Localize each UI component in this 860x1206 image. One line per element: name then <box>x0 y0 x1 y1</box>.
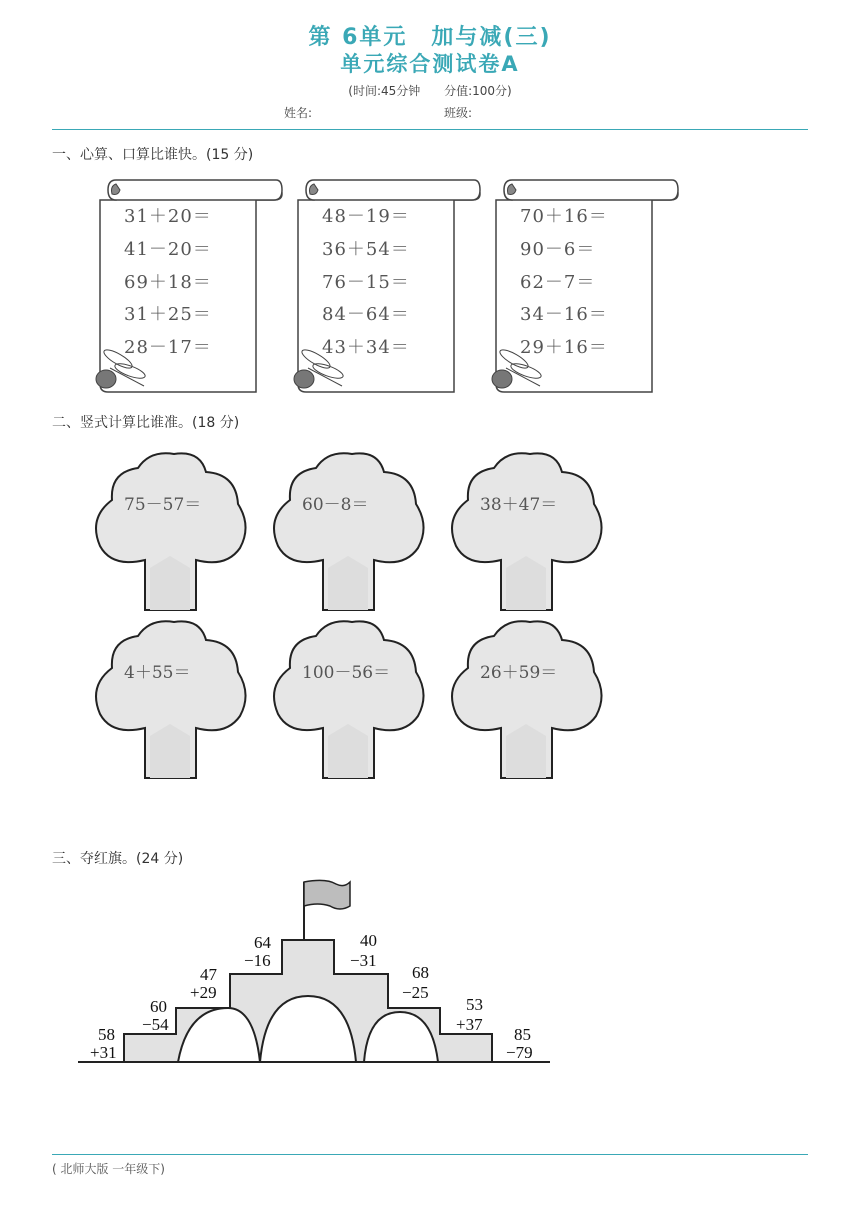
tree-card <box>268 616 428 780</box>
tree-shape <box>90 616 250 780</box>
oral-problem: 41－20＝ <box>124 239 212 260</box>
oral-problem: 48－19＝ <box>322 206 410 227</box>
tree-card <box>268 448 428 612</box>
tree-shape <box>268 448 428 612</box>
flag-icon <box>304 880 350 909</box>
oral-problem: 90－6＝ <box>520 239 596 260</box>
tree-card <box>90 448 250 612</box>
step-b: −31 <box>350 951 377 970</box>
scroll-card-2 <box>284 176 484 398</box>
footer-edition: ( 北师大版 一年级下) <box>52 1162 165 1176</box>
class-label: 班级: <box>444 106 473 120</box>
step-b: −25 <box>402 983 429 1002</box>
vertical-problem: 75－57＝ <box>124 495 202 515</box>
stairs-diagram <box>78 878 558 1068</box>
step-b: +31 <box>90 1043 117 1062</box>
vertical-problem: 26＋59＝ <box>480 663 558 683</box>
tree-shape <box>446 448 606 612</box>
step-a: 68 <box>412 963 429 982</box>
header-rule <box>52 129 808 130</box>
step-a: 60 <box>150 997 167 1016</box>
step-a: 40 <box>360 931 377 950</box>
tree-shape <box>268 616 428 780</box>
oral-problem: 34－16＝ <box>520 304 608 325</box>
total-score: 分值:100分) <box>444 84 512 98</box>
tree-card <box>90 616 250 780</box>
vertical-problem: 4＋55＝ <box>124 663 191 683</box>
test-title: 单元综合测试卷A <box>340 52 520 76</box>
name-label: 姓名: <box>284 106 313 120</box>
section2-heading: 二、竖式计算比谁准。(18 分) <box>52 415 240 431</box>
scroll-card-1 <box>86 176 286 398</box>
oral-problem: 28－17＝ <box>124 337 212 358</box>
step-b: −54 <box>142 1015 169 1034</box>
step-b: +37 <box>456 1015 483 1034</box>
vertical-problem: 100－56＝ <box>302 663 391 683</box>
footer-rule <box>52 1154 808 1155</box>
exam-meta <box>0 82 860 99</box>
oral-problem: 31＋20＝ <box>124 206 212 227</box>
oral-problem: 69＋18＝ <box>124 272 212 293</box>
unit-title: 第 6单元 加与减(三) <box>308 25 552 50</box>
vertical-problem: 38＋47＝ <box>480 495 558 515</box>
oral-problem: 29＋16＝ <box>520 337 608 358</box>
oral-problem: 43＋34＝ <box>322 337 410 358</box>
scroll-card-3 <box>482 176 682 398</box>
section3-heading: 三、夺红旗。(24 分) <box>52 851 184 867</box>
tree-card <box>446 616 606 780</box>
oral-problem: 76－15＝ <box>322 272 410 293</box>
tree-shape <box>446 616 606 780</box>
vertical-problem: 60－8＝ <box>302 495 369 515</box>
oral-problem: 70＋16＝ <box>520 206 608 227</box>
oral-problem: 31＋25＝ <box>124 304 212 325</box>
step-b: +29 <box>190 983 217 1002</box>
step-b: −16 <box>244 951 271 970</box>
step-a: 64 <box>254 933 271 952</box>
time-limit: (时间:45分钟 <box>348 84 421 98</box>
oral-problem: 36＋54＝ <box>322 239 410 260</box>
oral-problem: 84－64＝ <box>322 304 410 325</box>
section1-heading: 一、心算、口算比谁快。(15 分) <box>52 147 254 163</box>
step-a: 85 <box>514 1025 531 1044</box>
flag-stairs <box>78 878 558 1068</box>
tree-shape <box>90 448 250 612</box>
step-a: 58 <box>98 1025 115 1044</box>
oral-problem: 62－7＝ <box>520 272 596 293</box>
step-b: −79 <box>506 1043 533 1062</box>
step-a: 53 <box>466 995 483 1014</box>
tree-card <box>446 448 606 612</box>
step-a: 47 <box>200 965 217 984</box>
